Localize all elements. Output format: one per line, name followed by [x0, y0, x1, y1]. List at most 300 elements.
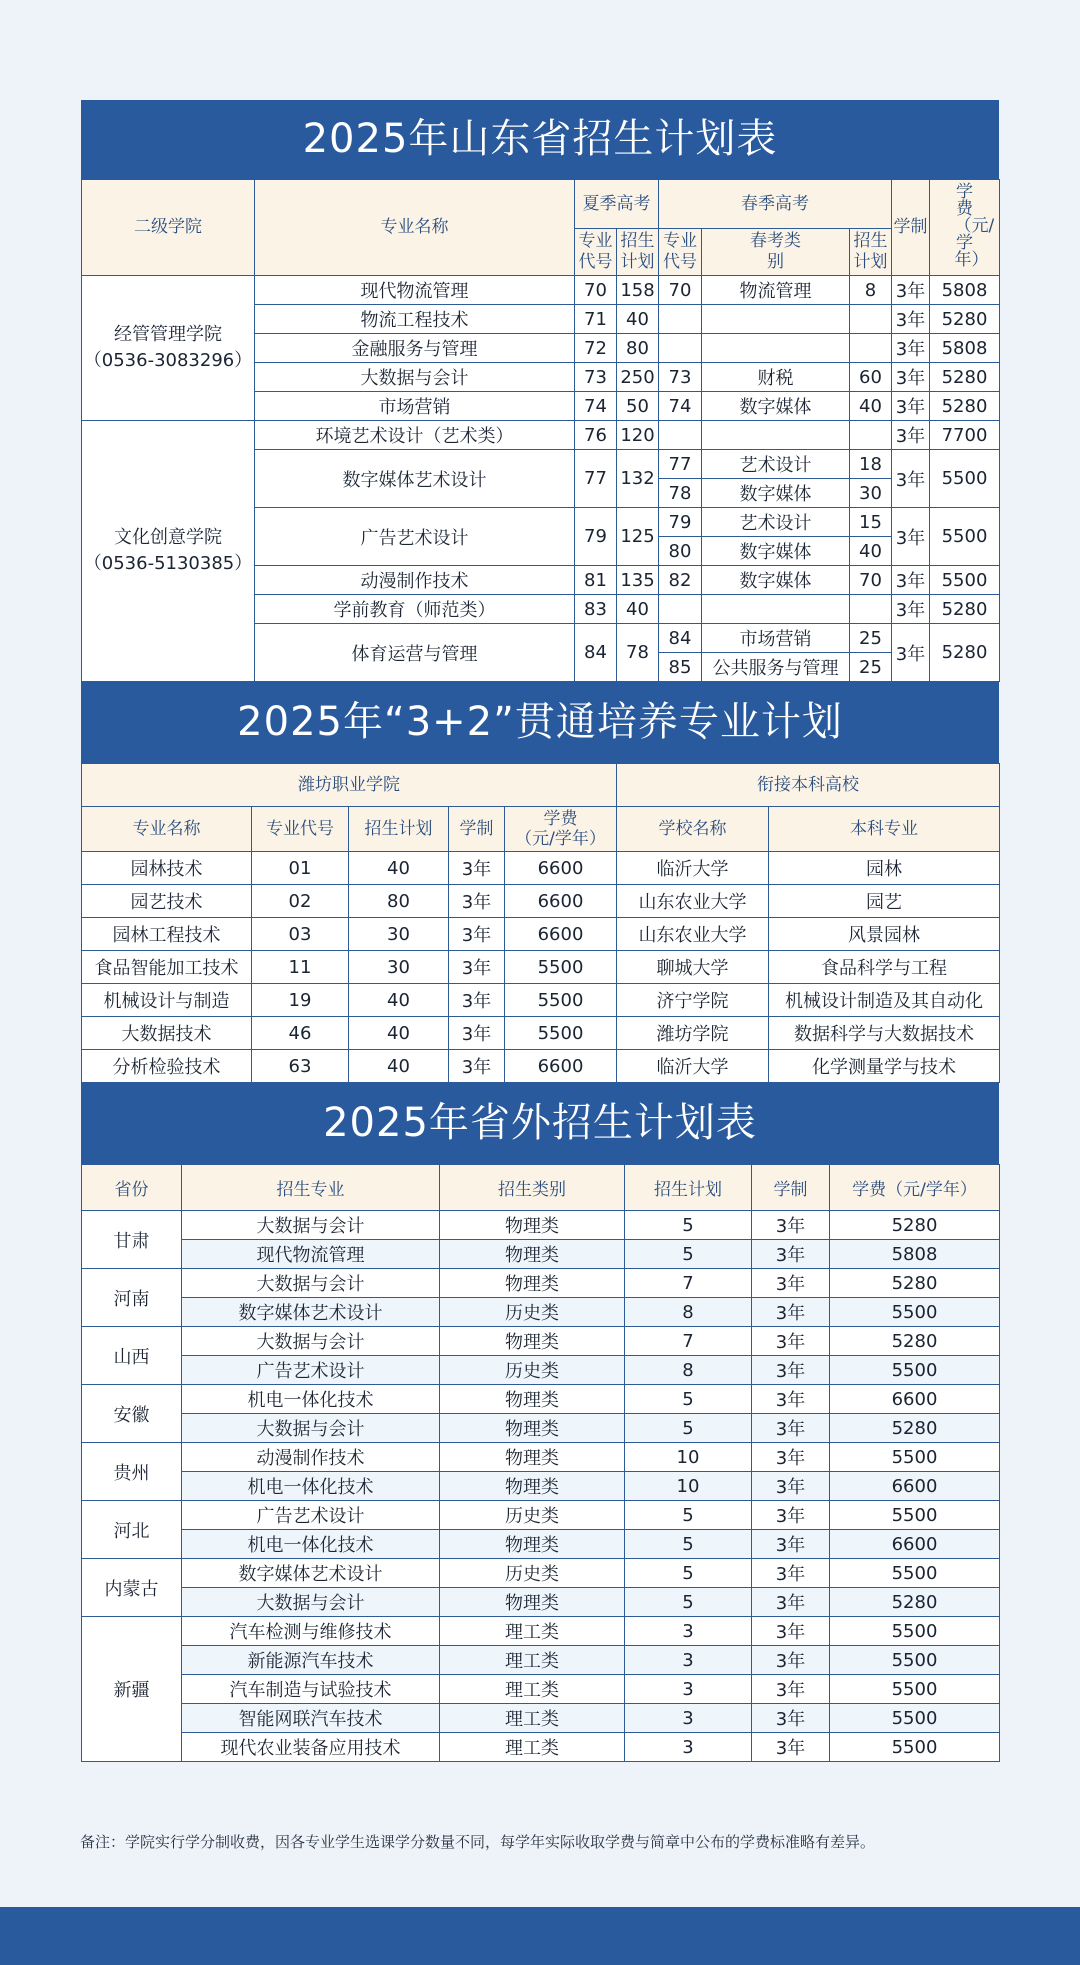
fee: 5500: [505, 951, 617, 984]
header-undergrad-major: 本科专业: [769, 807, 1000, 852]
header-fee-line1: 学费: [543, 809, 578, 829]
spring-category: 公共服务与管理: [702, 653, 850, 682]
major-name: 数字媒体艺术设计: [182, 1559, 440, 1588]
category: 理工类: [440, 1704, 625, 1733]
fee: 5500: [830, 1646, 1000, 1675]
undergrad-major: 风景园林: [769, 918, 1000, 951]
group-weifang: 潍坊职业学院: [82, 764, 617, 807]
fee: 5280: [830, 1269, 1000, 1298]
summer-code: 72: [575, 334, 617, 363]
summer-plan: 125: [617, 508, 659, 566]
duration: 3年: [892, 276, 930, 305]
province-cell: 河南: [82, 1269, 182, 1327]
major-name: 大数据与会计: [182, 1414, 440, 1443]
fee: 5500: [830, 1443, 1000, 1472]
spring-code: [659, 305, 702, 334]
group-undergrad: 衔接本科高校: [617, 764, 1000, 807]
major-code: 11: [252, 951, 349, 984]
category: 历史类: [440, 1356, 625, 1385]
header-duration: 学制: [892, 180, 930, 276]
fee: 5280: [930, 624, 1000, 682]
summer-code: 70: [575, 276, 617, 305]
major-name: 食品智能加工技术: [82, 951, 252, 984]
header-plan: 招生计划: [625, 1165, 752, 1211]
fee: 5280: [930, 595, 1000, 624]
spring-plan: [850, 334, 892, 363]
major-name: 动漫制作技术: [182, 1443, 440, 1472]
major-name: 物流工程技术: [255, 305, 575, 334]
admission-sheet: [81, 100, 999, 1762]
summer-code: 84: [575, 624, 617, 682]
spring-code: [659, 595, 702, 624]
duration: 3年: [752, 1298, 830, 1327]
outside-plan-table: [81, 1164, 1000, 1762]
category: 物理类: [440, 1443, 625, 1472]
duration: 3年: [752, 1472, 830, 1501]
table-row: [82, 421, 1000, 450]
program32-group-row: [82, 764, 1000, 807]
plan-count: 3: [625, 1646, 752, 1675]
school-name: 济宁学院: [617, 984, 769, 1017]
major-code: 63: [252, 1050, 349, 1083]
spring-plan: 25: [850, 653, 892, 682]
duration: 3年: [892, 421, 930, 450]
college-name: 经管管理学院: [114, 324, 222, 345]
spring-plan: 18: [850, 450, 892, 479]
summer-plan: 80: [617, 334, 659, 363]
header-plan: 招生计划: [349, 807, 449, 852]
plan-count: 10: [625, 1443, 752, 1472]
spring-code: [659, 421, 702, 450]
plan-count: 40: [349, 1050, 449, 1083]
major-name: 机电一体化技术: [182, 1530, 440, 1559]
plan-count: 8: [625, 1356, 752, 1385]
category: 物理类: [440, 1269, 625, 1298]
plan-count: 30: [349, 918, 449, 951]
major-name: 现代物流管理: [182, 1240, 440, 1269]
duration: 3年: [752, 1675, 830, 1704]
school-name: 山东农业大学: [617, 885, 769, 918]
header-fee-text: 学费（元/学年）: [954, 182, 995, 270]
province-cell: 河北: [82, 1501, 182, 1559]
header-major: 招生专业: [182, 1165, 440, 1211]
duration: 3年: [892, 508, 930, 566]
undergrad-major: 食品科学与工程: [769, 951, 1000, 984]
table-row: [82, 1501, 1000, 1530]
shandong-header-row-1: [82, 180, 1000, 229]
spring-category: [702, 595, 850, 624]
category: 历史类: [440, 1298, 625, 1327]
duration: 3年: [752, 1327, 830, 1356]
summer-code: 73: [575, 363, 617, 392]
summer-plan: 132: [617, 450, 659, 508]
major-name: 环境艺术设计（艺术类）: [255, 421, 575, 450]
table-row: [82, 1327, 1000, 1356]
fee: 5500: [505, 984, 617, 1017]
program32-title: 2025年“3+2”贯通培养专业计划: [81, 682, 999, 763]
summer-code: 81: [575, 566, 617, 595]
spring-plan: 8: [850, 276, 892, 305]
spring-category: 数字媒体: [702, 537, 850, 566]
fee: 5280: [930, 392, 1000, 421]
duration: 3年: [752, 1617, 830, 1646]
spring-code: 77: [659, 450, 702, 479]
table-row: [82, 1704, 1000, 1733]
major-name: 新能源汽车技术: [182, 1646, 440, 1675]
province-cell: 安徽: [82, 1385, 182, 1443]
major-name: 园艺技术: [82, 885, 252, 918]
major-name: 机电一体化技术: [182, 1385, 440, 1414]
duration: 3年: [449, 1017, 505, 1050]
summer-code: 79: [575, 508, 617, 566]
table-row: [82, 1211, 1000, 1240]
summer-plan: 78: [617, 624, 659, 682]
category: 物理类: [440, 1211, 625, 1240]
major-name: 数字媒体艺术设计: [182, 1298, 440, 1327]
header-spring-code: 专业代号: [659, 229, 702, 276]
fee: 5280: [930, 305, 1000, 334]
category: 物理类: [440, 1530, 625, 1559]
fee: 5280: [830, 1211, 1000, 1240]
school-name: 聊城大学: [617, 951, 769, 984]
school-name: 临沂大学: [617, 852, 769, 885]
major-code: 19: [252, 984, 349, 1017]
outside-header-row: [82, 1165, 1000, 1211]
duration: 3年: [892, 334, 930, 363]
header-spring-plan: 招生计划: [850, 229, 892, 276]
spring-plan: 60: [850, 363, 892, 392]
duration: 3年: [892, 566, 930, 595]
summer-code: 83: [575, 595, 617, 624]
fee: 5500: [830, 1733, 1000, 1762]
spring-code: 78: [659, 479, 702, 508]
undergrad-major: 化学测量学与技术: [769, 1050, 1000, 1083]
school-name: 山东农业大学: [617, 918, 769, 951]
duration: 3年: [449, 918, 505, 951]
major-name: 分析检验技术: [82, 1050, 252, 1083]
spring-category: 数字媒体: [702, 566, 850, 595]
spring-code: 79: [659, 508, 702, 537]
spring-code: 84: [659, 624, 702, 653]
spring-plan: 40: [850, 537, 892, 566]
summer-plan: 135: [617, 566, 659, 595]
major-name: 大数据与会计: [182, 1588, 440, 1617]
college-cell: [82, 421, 255, 682]
table-row: [82, 1617, 1000, 1646]
duration: 3年: [752, 1704, 830, 1733]
spring-category: 艺术设计: [702, 508, 850, 537]
major-name: 广告艺术设计: [255, 508, 575, 566]
summer-code: 77: [575, 450, 617, 508]
fee: 5500: [930, 508, 1000, 566]
undergrad-major: 数据科学与大数据技术: [769, 1017, 1000, 1050]
duration: 3年: [752, 1211, 830, 1240]
header-school: 学校名称: [617, 807, 769, 852]
fee: 5500: [830, 1675, 1000, 1704]
duration: 3年: [892, 624, 930, 682]
plan-count: 5: [625, 1559, 752, 1588]
major-name: 广告艺术设计: [182, 1501, 440, 1530]
major-name: 智能网联汽车技术: [182, 1704, 440, 1733]
header-duration: 学制: [752, 1165, 830, 1211]
major-name: 大数据与会计: [182, 1327, 440, 1356]
major-name: 数字媒体艺术设计: [255, 450, 575, 508]
duration: 3年: [449, 1050, 505, 1083]
category: 物理类: [440, 1385, 625, 1414]
category: 理工类: [440, 1733, 625, 1762]
shandong-plan-table: [81, 179, 1000, 682]
fee: 5280: [830, 1327, 1000, 1356]
summer-plan: 120: [617, 421, 659, 450]
program32-table: [81, 763, 1000, 1083]
header-major: 专业名称: [82, 807, 252, 852]
duration: 3年: [449, 885, 505, 918]
major-name: 现代物流管理: [255, 276, 575, 305]
fee: 6600: [505, 852, 617, 885]
table-row: [82, 1530, 1000, 1559]
major-name: 市场营销: [255, 392, 575, 421]
spring-code: 70: [659, 276, 702, 305]
plan-count: 30: [349, 951, 449, 984]
spring-category: [702, 334, 850, 363]
header-summer-code: 专业代号: [575, 229, 617, 276]
fee: 6600: [830, 1385, 1000, 1414]
duration: 3年: [892, 450, 930, 508]
table-row: [82, 1269, 1000, 1298]
spring-code: 73: [659, 363, 702, 392]
plan-count: 3: [625, 1704, 752, 1733]
plan-count: 40: [349, 984, 449, 1017]
table-row: [82, 1298, 1000, 1327]
plan-count: 8: [625, 1298, 752, 1327]
plan-count: 3: [625, 1733, 752, 1762]
table-row: [82, 1733, 1000, 1762]
footer-bar: [0, 1907, 1080, 1965]
major-name: 汽车检测与维修技术: [182, 1617, 440, 1646]
major-name: 大数据与会计: [182, 1211, 440, 1240]
spring-code: [659, 334, 702, 363]
college-phone: （0536-5130385）: [83, 553, 253, 574]
fee: 5500: [830, 1298, 1000, 1327]
duration: 3年: [892, 392, 930, 421]
major-name: 学前教育（师范类）: [255, 595, 575, 624]
table-row: [82, 1385, 1000, 1414]
major-name: 园林工程技术: [82, 918, 252, 951]
summer-plan: 158: [617, 276, 659, 305]
table-row: [82, 1050, 1000, 1083]
duration: 3年: [752, 1240, 830, 1269]
duration: 3年: [892, 305, 930, 334]
fee: 5280: [930, 363, 1000, 392]
header-fee: [930, 180, 1000, 276]
table-row: [82, 984, 1000, 1017]
fee: 5808: [930, 276, 1000, 305]
fee: 6600: [830, 1472, 1000, 1501]
category: 物理类: [440, 1240, 625, 1269]
summer-code: 74: [575, 392, 617, 421]
major-name: 现代农业装备应用技术: [182, 1733, 440, 1762]
program32-header-row: [82, 807, 1000, 852]
major-code: 03: [252, 918, 349, 951]
header-major: 专业名称: [255, 180, 575, 276]
province-cell: 新疆: [82, 1617, 182, 1762]
header-spring-exam: 春季高考: [659, 180, 892, 229]
duration: 3年: [449, 951, 505, 984]
fee: 6600: [505, 918, 617, 951]
school-name: 潍坊学院: [617, 1017, 769, 1050]
major-name: 体育运营与管理: [255, 624, 575, 682]
fee: 5500: [830, 1559, 1000, 1588]
outside-plan-title: 2025年省外招生计划表: [81, 1083, 999, 1164]
spring-category: 市场营销: [702, 624, 850, 653]
college-phone: （0536-3083296）: [83, 350, 253, 371]
major-name: 动漫制作技术: [255, 566, 575, 595]
spring-plan: 30: [850, 479, 892, 508]
spring-plan: 25: [850, 624, 892, 653]
fee: 5500: [505, 1017, 617, 1050]
header-fee: 学费（元/学年）: [830, 1165, 1000, 1211]
header-code: 专业代号: [252, 807, 349, 852]
school-name: 临沂大学: [617, 1050, 769, 1083]
header-summer-plan: 招生计划: [617, 229, 659, 276]
fee: 5280: [830, 1588, 1000, 1617]
category: 历史类: [440, 1501, 625, 1530]
plan-count: 7: [625, 1327, 752, 1356]
major-name: 大数据技术: [82, 1017, 252, 1050]
major-name: 金融服务与管理: [255, 334, 575, 363]
category: 物理类: [440, 1472, 625, 1501]
summer-plan: 40: [617, 595, 659, 624]
plan-count: 5: [625, 1211, 752, 1240]
plan-count: 5: [625, 1414, 752, 1443]
spring-plan: [850, 595, 892, 624]
plan-count: 3: [625, 1675, 752, 1704]
spring-category: [702, 421, 850, 450]
spring-plan: [850, 421, 892, 450]
header-duration: 学制: [449, 807, 505, 852]
category: 物理类: [440, 1327, 625, 1356]
duration: 3年: [752, 1588, 830, 1617]
province-cell: 山西: [82, 1327, 182, 1385]
college-name: 文化创意学院: [114, 527, 222, 548]
undergrad-major: 园林: [769, 852, 1000, 885]
major-name: 机械设计与制造: [82, 984, 252, 1017]
major-name: 广告艺术设计: [182, 1356, 440, 1385]
fee: 5500: [830, 1704, 1000, 1733]
plan-count: 5: [625, 1501, 752, 1530]
table-row: [82, 276, 1000, 305]
fee: 5500: [930, 450, 1000, 508]
table-row: [82, 885, 1000, 918]
major-name: 汽车制造与试验技术: [182, 1675, 440, 1704]
category: 历史类: [440, 1559, 625, 1588]
major-name: 园林技术: [82, 852, 252, 885]
fee: 5808: [930, 334, 1000, 363]
spring-code: 82: [659, 566, 702, 595]
duration: 3年: [752, 1356, 830, 1385]
table-row: [82, 1559, 1000, 1588]
province-cell: 内蒙古: [82, 1559, 182, 1617]
fee: 5808: [830, 1240, 1000, 1269]
table-row: [82, 1443, 1000, 1472]
header-category: 招生类别: [440, 1165, 625, 1211]
spring-plan: 40: [850, 392, 892, 421]
major-name: 机电一体化技术: [182, 1472, 440, 1501]
duration: 3年: [752, 1733, 830, 1762]
duration: 3年: [752, 1269, 830, 1298]
table-row: [82, 852, 1000, 885]
table-row: [82, 1414, 1000, 1443]
table-row: [82, 918, 1000, 951]
plan-count: 10: [625, 1472, 752, 1501]
fee: 7700: [930, 421, 1000, 450]
spring-category: [702, 305, 850, 334]
category: 物理类: [440, 1588, 625, 1617]
header-college: 二级学院: [82, 180, 255, 276]
major-code: 01: [252, 852, 349, 885]
table-row: [82, 1675, 1000, 1704]
spring-code: 74: [659, 392, 702, 421]
summer-plan: 50: [617, 392, 659, 421]
fee: 5280: [830, 1414, 1000, 1443]
fee: 5500: [930, 566, 1000, 595]
college-cell: [82, 276, 255, 421]
table-row: [82, 951, 1000, 984]
spring-plan: 70: [850, 566, 892, 595]
footnote: 备注：学院实行学分制收费，因各专业学生选课学分数量不同，每学年实际收取学费与简章中公布的学费标准略有差异。: [80, 1833, 876, 1851]
spring-category: 数字媒体: [702, 392, 850, 421]
province-cell: 甘肃: [82, 1211, 182, 1269]
category: 理工类: [440, 1675, 625, 1704]
duration: 3年: [752, 1646, 830, 1675]
duration: 3年: [752, 1443, 830, 1472]
spring-code: 85: [659, 653, 702, 682]
shandong-plan-title: 2025年山东省招生计划表: [81, 100, 999, 179]
major-code: 02: [252, 885, 349, 918]
spring-code: 80: [659, 537, 702, 566]
header-fee-line2: （元/学年）: [515, 829, 606, 849]
category: 理工类: [440, 1646, 625, 1675]
plan-count: 5: [625, 1240, 752, 1269]
major-name: 大数据与会计: [255, 363, 575, 392]
plan-count: 80: [349, 885, 449, 918]
fee: 5500: [830, 1617, 1000, 1646]
table-row: [82, 1588, 1000, 1617]
header-province: 省份: [82, 1165, 182, 1211]
province-cell: 贵州: [82, 1443, 182, 1501]
summer-plan: 250: [617, 363, 659, 392]
duration: 3年: [892, 595, 930, 624]
spring-category: 艺术设计: [702, 450, 850, 479]
duration: 3年: [752, 1559, 830, 1588]
plan-count: 40: [349, 1017, 449, 1050]
plan-count: 5: [625, 1530, 752, 1559]
table-row: [82, 1356, 1000, 1385]
spring-plan: [850, 305, 892, 334]
duration: 3年: [752, 1501, 830, 1530]
header-fee: [505, 807, 617, 852]
header-spring-category: 春考类别: [702, 229, 850, 276]
spring-category: 数字媒体: [702, 479, 850, 508]
spring-plan: 15: [850, 508, 892, 537]
spring-category: 物流管理: [702, 276, 850, 305]
fee: 5500: [830, 1501, 1000, 1530]
plan-count: 40: [349, 852, 449, 885]
summer-code: 76: [575, 421, 617, 450]
fee: 6600: [505, 885, 617, 918]
plan-count: 3: [625, 1617, 752, 1646]
category: 理工类: [440, 1617, 625, 1646]
